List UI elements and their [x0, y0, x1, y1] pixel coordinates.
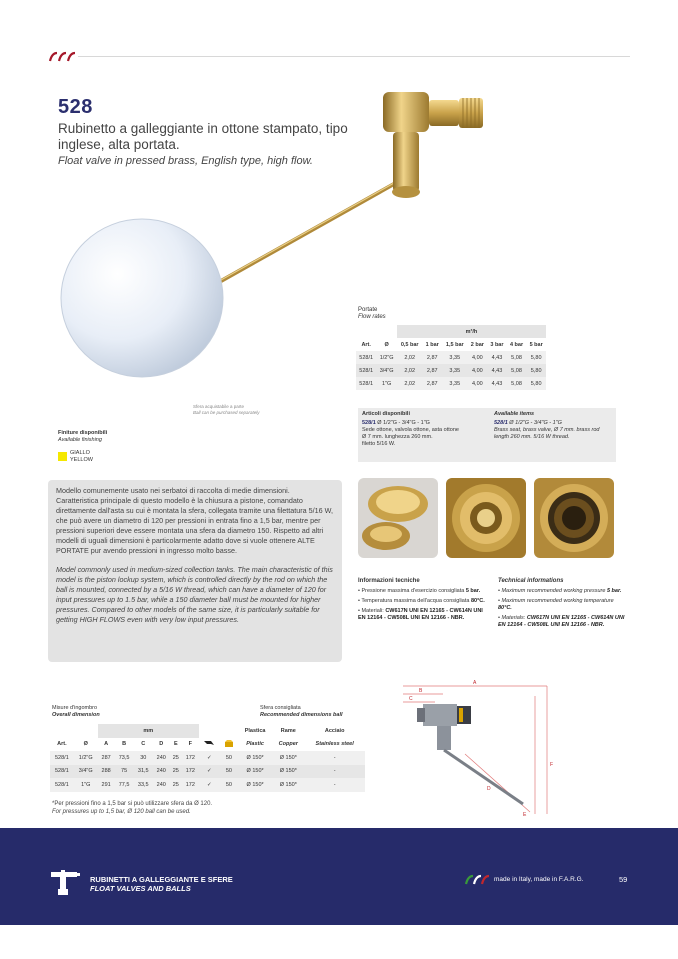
recommended-ball-title [260, 705, 343, 719]
mm-unit-header: mm [98, 724, 199, 738]
article-sizes: Ø 1/2"G - 3/4"G - 1"G [509, 420, 562, 426]
footnote [52, 800, 212, 816]
table-cell: 240 [156, 768, 166, 775]
table-cell: 25 [172, 754, 179, 761]
table-cell: 30 [140, 754, 147, 761]
table-cell: 25 [172, 781, 179, 788]
flow-col-header: 5 bar [529, 341, 543, 348]
table-cell: 240 [156, 781, 166, 788]
table-row [356, 351, 546, 364]
available-line: length 260 mm. 5/16 W thread. [494, 434, 570, 440]
flow-rates-title [358, 307, 386, 321]
dim-col-header: Ø [83, 741, 88, 748]
table-cell: 172 [185, 754, 195, 761]
ball-col-it: Acciaio [324, 727, 345, 734]
table-cell: 2,02 [404, 367, 416, 374]
ball-note-en: Ball can be purchased separately [193, 410, 260, 415]
table-row [50, 751, 365, 765]
table-cell: Ø 150* [246, 768, 264, 775]
technical-item: • Temperatura massima dell'acqua consigliata 80°C. [358, 598, 485, 604]
table-cell: 3/4"G [78, 768, 93, 775]
technical-info-it [358, 578, 486, 625]
check-icon: ✓ [207, 768, 212, 775]
technical-value: 5 bar. [606, 588, 622, 594]
table-cell: 3,35 [449, 367, 461, 374]
ball-col-header: Stainless steel [315, 741, 354, 748]
technical-item: • Maximum recommended working pressure 5 bar. [498, 588, 622, 594]
technical-heading-en: Technical informations [498, 578, 564, 584]
footer-title-en: FLOAT VALVES AND BALLS [90, 884, 191, 893]
table-cell: 50 [225, 781, 232, 788]
table-cell: 75 [121, 768, 128, 775]
table-cell: 4,00 [471, 367, 483, 374]
title-english: Float valve in pressed brass, English type, high flow. [58, 155, 313, 167]
finishes-label [58, 430, 107, 444]
dim-col-header: B [122, 741, 127, 748]
dim-col-header: C [141, 741, 146, 748]
dimensions-table [50, 724, 365, 792]
ball-col-it: Rame [280, 727, 296, 734]
table-cell: 5,80 [530, 367, 542, 374]
detail-photo-seat [358, 478, 438, 558]
flow-col-header: 4 bar [509, 341, 524, 348]
dim-col-header: D [159, 741, 164, 748]
technical-label: Materiali: [361, 608, 384, 614]
dim-col-header: E [173, 741, 178, 748]
title-italian: Rubinetto a galleggiante in ottone stampato, tipo inglese, alta portata. [58, 121, 348, 152]
flow-col-header: Art. [361, 341, 371, 348]
page-number: 59 [619, 875, 628, 884]
technical-item: • Materials: CW617N UNI EN 12165 - CW614N UNI EN 12164 - CW508L UNI EN 12166 - NBR. [498, 615, 625, 628]
check-icon: ✓ [207, 781, 212, 788]
table-cell: 1/2"G [379, 354, 394, 361]
flow-rates-title-it: Portate [358, 307, 378, 313]
technical-label: Materials: [501, 615, 526, 621]
available-heading-en: Available items [494, 411, 535, 417]
table-cell: 33,5 [137, 781, 149, 788]
flow-col-header: 2 bar [470, 341, 484, 348]
diagram-label-c: C [409, 696, 413, 702]
table-row [50, 765, 365, 779]
table-cell: 2,87 [426, 367, 438, 374]
table-cell: - [333, 768, 336, 775]
table-cell: 4,43 [491, 354, 503, 361]
table-cell: 288 [101, 768, 111, 775]
table-cell: 3,35 [449, 380, 461, 387]
table-cell: 5,80 [530, 380, 542, 387]
finish-item-en: YELLOW [70, 456, 93, 463]
technical-label: Pressione massima d'esercizio consigliata [361, 588, 465, 594]
diagram-label-f: F [550, 762, 554, 768]
table-cell: 1"G [81, 781, 91, 788]
footer-title [90, 875, 233, 893]
table-cell: 2,02 [404, 380, 416, 387]
ball-col-it: Plastica [244, 727, 266, 734]
table-cell: 172 [185, 781, 195, 788]
article-code: 528/1 [362, 420, 376, 426]
flow-rates-table [356, 325, 546, 390]
available-items-it [362, 411, 486, 448]
available-items-en [494, 411, 616, 441]
brand-logo-mark [48, 50, 78, 68]
table-cell: 528/1 [54, 768, 69, 775]
table-row [356, 377, 546, 390]
technical-label: Maximum recommended working pressure [501, 588, 606, 594]
table-cell: 1/2"G [78, 754, 93, 761]
table-row [50, 778, 365, 792]
table-cell: 2,87 [426, 354, 438, 361]
table-cell: 31,5 [137, 768, 149, 775]
table-cell: 50 [225, 754, 232, 761]
footnote-en: For pressures up to 1,5 bar, Ø 120 ball can be used. [52, 809, 191, 815]
table-cell: 50 [225, 768, 232, 775]
flow-col-header: 1,5 bar [445, 341, 464, 348]
detail-photo-outlet [534, 478, 614, 558]
dimensions-title-en: Overall dimension [52, 712, 100, 718]
technical-item: • Maximum recommended working temperature 80°C. [498, 598, 614, 611]
available-line: filetto 5/16 W. [362, 441, 396, 447]
flow-col-header: Ø [384, 341, 389, 348]
table-cell: Ø 150* [279, 754, 297, 761]
ball-note-it: Sfera acquistabile a parte [193, 404, 245, 409]
flow-col-header: 3 bar [490, 341, 504, 348]
table-cell: 528/1 [54, 754, 69, 761]
italian-flag-mark-icon [464, 873, 492, 891]
technical-value: 80°C. [470, 598, 485, 604]
article-code: 528/1 [494, 420, 508, 426]
diagram-label-b: B [419, 688, 423, 694]
table-cell: 5,80 [530, 354, 542, 361]
technical-heading-it: Informazioni tecniche [358, 578, 420, 584]
table-cell: 287 [101, 754, 111, 761]
detail-photo-thread [446, 478, 526, 558]
footer-title-it: RUBINETTI A GALLEGGIANTE E SFERE [90, 875, 233, 884]
ball-col-header [272, 724, 304, 738]
flow-col-header: 0,5 bar [400, 341, 419, 348]
technical-value: CW617N UNI EN 12165 - CW614N UNI EN 12164 - CW508L UNI EN 12166 - NBR. [358, 608, 483, 621]
table-cell: 5,08 [511, 367, 522, 374]
ball-title-en: Recommended dimensions ball [260, 712, 343, 718]
dim-col-header: A [104, 741, 109, 748]
ball-col-header: Plastic [246, 741, 264, 748]
ball-col-header [304, 724, 365, 738]
flow-col-header: 1 bar [425, 341, 439, 348]
technical-value: 5 bar. [465, 588, 481, 594]
technical-item: • Pressione massima d'esercizio consigliata 5 bar. [358, 588, 481, 594]
table-cell: Ø 150* [246, 781, 264, 788]
description-english: Model commonly used in medium-sized collection tanks. The main characteristic of this model is the piston lockup system, which is controlled directly by the rod on which the ball is mounted, connected by a 5/16 W thread, which can have a diameter of 120 for input pressures up to 1.5 bar, while a 150 diameter ball must be mounted for higher pressures. Compared to other models of the same size, it is particularly suitable for getting HIGH FLOWS even with very low input pressures. [56, 565, 333, 624]
table-cell: Ø 150* [279, 768, 297, 775]
description-italian: Modello comunemente usato nei serbatoi di raccolta di medie dimensioni. Caratteristica principale di questo modello è la chiusura a pistone, comandato direttamente dall'asta su cui è montata la sfera, collegata tramite una filettatura 5/16 W, che può avere un diametro di 120 per pressioni in entrata fino a 1,5 bar, mentre per pressioni superiori deve essere montata una sfera da diametro 150. Rispetto ad altri modelli di uguali dimensioni è particolarmente adatto dove si vuole ottenere ALTE PORTATE pur avendo pressioni in ingresso molto basse. [56, 486, 334, 555]
table-cell: 4,43 [491, 380, 503, 387]
wrench-icon [199, 738, 220, 752]
dimensions-title-it: Misure d'ingombro [52, 705, 98, 711]
dim-col-header: Art. [57, 741, 67, 748]
top-divider [78, 56, 630, 57]
finish-item-label [70, 450, 93, 463]
table-row [356, 364, 546, 377]
dimensions-title [52, 705, 100, 719]
technical-value: CW617N UNI EN 12165 - CW614N UNI EN 12164 - CW508L UNI EN 12166 - NBR. [498, 615, 625, 628]
table-cell: Ø 150* [246, 754, 264, 761]
finishes-label-it: Finiture disponibili [58, 430, 108, 436]
table-cell: 5,08 [511, 380, 522, 387]
available-line: Brass seat, brass valve, Ø 7 mm. brass rod [494, 427, 600, 433]
table-cell: 528/1 [359, 380, 374, 387]
table-cell: - [333, 781, 336, 788]
table-cell: 5,08 [511, 354, 522, 361]
finishes-label-en: Available finishing [58, 437, 102, 443]
table-cell: 2,87 [426, 380, 438, 387]
flow-rates-title-en: Flow rates [358, 314, 386, 320]
available-heading-it: Articoli disponibili [362, 411, 410, 417]
technical-label: Temperatura massima dell'acqua consigliata [361, 598, 470, 604]
table-cell: 528/1 [359, 367, 374, 374]
table-cell: 2,02 [404, 354, 416, 361]
table-cell: Ø 150* [279, 781, 297, 788]
technical-item: • Materiali: CW617N UNI EN 12165 - CW614N UNI EN 12164 - CW508L UNI EN 12166 - NBR. [358, 608, 483, 621]
diagram-label-d: D [487, 786, 491, 792]
diagram-label-e: E [523, 812, 527, 818]
table-cell: 3/4"G [379, 367, 394, 374]
technical-label: Maximum recommended working temperature [501, 598, 614, 604]
table-cell: 25 [172, 768, 179, 775]
table-cell: 240 [156, 754, 166, 761]
table-cell: 528/1 [359, 354, 374, 361]
available-line: Ø 7 mm. lunghezza 260 mm. [362, 434, 433, 440]
table-cell: 77,5 [118, 781, 130, 788]
table-cell: 1"G [382, 380, 392, 387]
yellow-finish-swatch [58, 452, 67, 461]
dim-col-header: F [188, 741, 193, 748]
faucet-icon [51, 870, 81, 903]
ball-col-header [238, 724, 272, 738]
footnote-it: *Per pressioni fino a 1,5 bar si può utilizzare sfera da Ø 120. [52, 801, 213, 807]
table-cell: 4,00 [471, 354, 483, 361]
flow-unit-header: m³/h [397, 325, 546, 338]
diagram-label-a: A [473, 680, 477, 686]
technical-info-en [498, 578, 626, 632]
ball-col-header: Copper [278, 741, 298, 748]
box-icon [220, 738, 238, 752]
description-box [48, 480, 342, 662]
product-number: 528 [58, 96, 93, 118]
ball-note [193, 404, 260, 416]
table-cell: 4,00 [471, 380, 483, 387]
table-cell: - [333, 754, 336, 761]
table-cell: 528/1 [54, 781, 69, 788]
technical-value: 80°C. [498, 605, 512, 611]
table-cell: 4,43 [491, 367, 503, 374]
check-icon: ✓ [207, 754, 212, 761]
ball-title-it: Sfera consigliata [260, 705, 301, 711]
table-cell: 73,5 [118, 754, 130, 761]
made-in-italy-text: made in Italy, made in F.A.R.G. [494, 876, 584, 883]
table-cell: 291 [101, 781, 111, 788]
table-cell: 3,35 [449, 354, 461, 361]
article-sizes: Ø 1/2"G - 3/4"G - 1"G [377, 420, 430, 426]
available-line: Sede ottone, valvola ottone, asta ottone [362, 427, 459, 433]
finish-item-it: GIALLO [70, 450, 90, 456]
dimension-drawing [395, 674, 570, 824]
table-cell: 172 [185, 768, 195, 775]
